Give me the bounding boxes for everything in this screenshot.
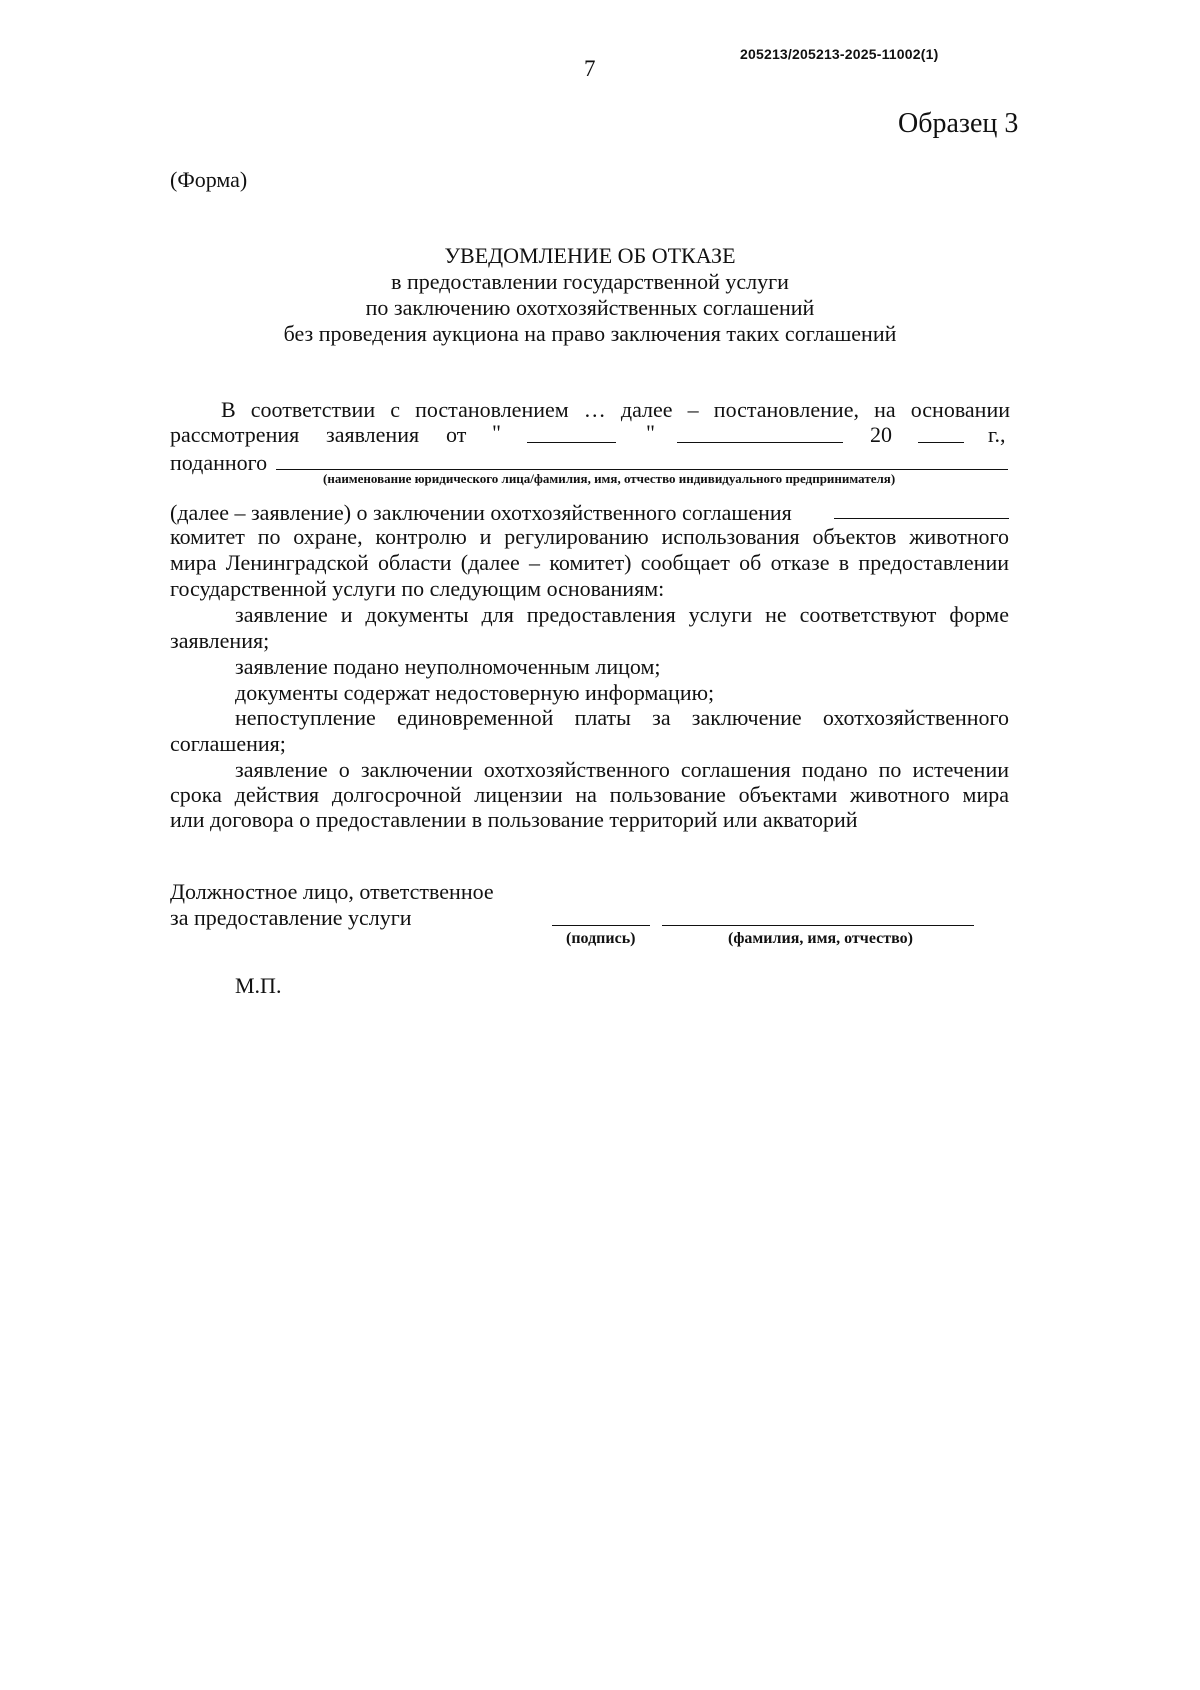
title-main: УВЕДОМЛЕНИЕ ОБ ОТКАЗЕ [444, 243, 736, 268]
month-field-line [677, 442, 843, 443]
official-title-line-1: Должностное лицо, ответственное [170, 879, 494, 904]
body-line-3: мира Ленинградской области (далее – комитет) сообщает об отказе в предоставлении [170, 550, 1009, 575]
sample-label: Образец 3 [898, 108, 1019, 139]
reason-4-line-2: соглашения; [170, 731, 286, 756]
title-line-4: без проведения аукциона на право заключения таких соглашений [283, 321, 897, 346]
reason-3: документы содержат недостоверную информацию; [235, 680, 715, 705]
official-title-line-2: за предоставление услуги [170, 905, 412, 930]
intro-word-application: заявления [326, 422, 420, 447]
document-id: 205213/205213-2025-11002(1) [740, 46, 939, 62]
intro-line-1: В соответствии с постановлением … далее – постановление, на основании [221, 397, 1010, 422]
quote-open: " [492, 420, 501, 445]
form-label: (Форма) [170, 167, 248, 192]
applicant-name-caption: (наименование юридического лица/фамилия, имя, отчество индивидуального предпринимателя) [323, 471, 896, 486]
title-line-2: в предоставлении государственной услуги [391, 269, 789, 294]
reason-2: заявление подано неуполномоченным лицом; [235, 654, 661, 679]
reason-1-line-2: заявления; [170, 628, 270, 653]
full-name-caption: (фамилия, имя, отчество) [728, 930, 913, 947]
body-line-1: (далее – заявление) о заключении охотхозяйственного соглашения [170, 500, 792, 525]
year-field-line [918, 442, 964, 443]
document-title [0, 243, 1180, 347]
seal-place: М.П. [235, 973, 282, 998]
signature-line [552, 925, 650, 926]
body-line-4: государственной услуги по следующим основаниям: [170, 576, 665, 601]
title-line-3: по заключению охотхозяйственных соглашений [365, 295, 815, 320]
applicant-name-line [276, 469, 1008, 470]
intro-word-from: от [446, 422, 467, 447]
year-suffix: г., [988, 422, 1006, 447]
reason-4-line-1: непоступление единовременной платы за заключение охотхозяйственного [235, 705, 1009, 730]
intro-submitted: поданного [170, 450, 268, 475]
reason-5-line-3: или договора о предоставлении в пользование территорий или акваторий [170, 807, 858, 832]
page-number: 7 [584, 56, 596, 81]
body-line-2: комитет по охране, контролю и регулированию использования объектов животного [170, 524, 1009, 549]
reason-5-line-2: срока действия долгосрочной лицензии на пользование объектами животного мира [170, 782, 1009, 807]
year-prefix: 20 [870, 422, 892, 447]
quote-close: " [646, 420, 655, 445]
day-field-line [527, 442, 616, 443]
full-name-line [662, 925, 974, 926]
reason-1-line-1: заявление и документы для предоставления услуги не соответствуют форме [235, 602, 1009, 627]
reason-5-line-1: заявление о заключении охотхозяйственного соглашения подано по истечении [235, 757, 1009, 782]
intro-word-review: рассмотрения [170, 422, 300, 447]
agreement-field-line [834, 518, 1009, 519]
signature-caption: (подпись) [566, 930, 636, 947]
